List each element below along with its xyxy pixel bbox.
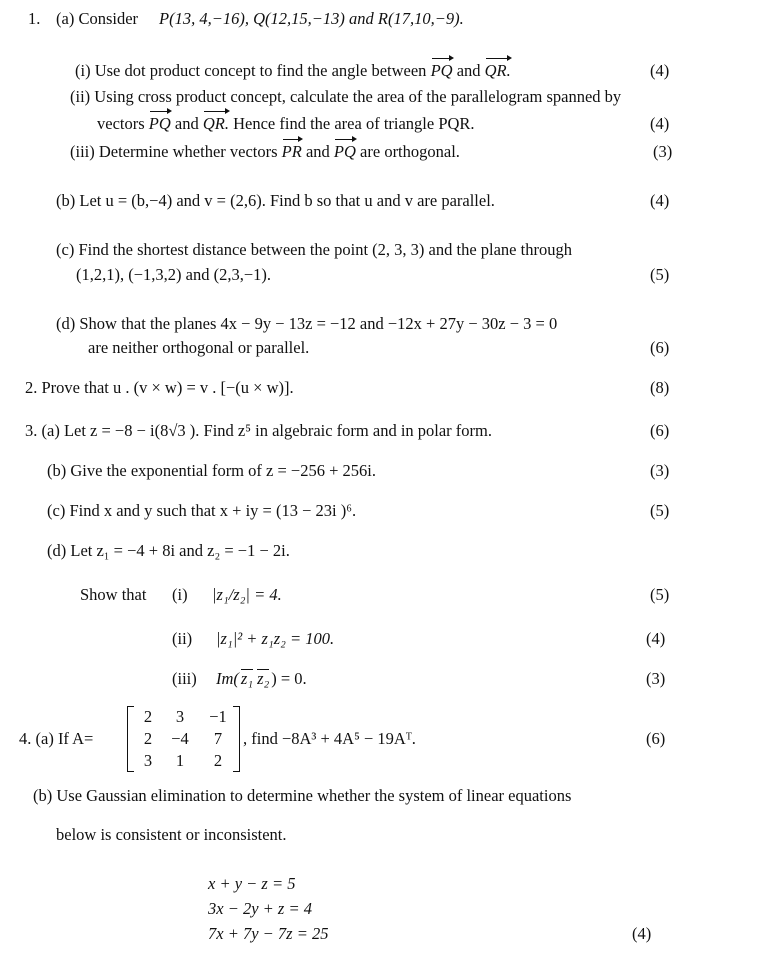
q3d-text: (d) Let z₁ = −4 + 8i and z₂ = −1 − 2i.: [47, 541, 290, 560]
matrix-cell: 2: [213, 751, 223, 770]
q1a-iii-marks: (3): [653, 142, 673, 161]
matrix-a: [127, 706, 240, 772]
q3d-iii-label: (iii): [172, 669, 197, 688]
z1-conjugate: z₁: [240, 669, 254, 688]
q1a-points: P(13, 4,−16), Q(12,15,−13) and R(17,10,−9).: [159, 9, 464, 28]
q4a-label: 4. (a) If A=: [19, 729, 94, 748]
q4b-marks: (4): [632, 924, 652, 943]
q1b-marks: (4): [650, 191, 670, 210]
q3d-i-expr: |z₁/z₂| = 4.: [212, 585, 282, 604]
q1b-text: (b) Let u = (b,−4) and v = (2,6). Find b so that u and v are parallel.: [56, 191, 495, 210]
matrix-cell: 1: [175, 751, 185, 770]
q1a-ii-post: Hence find the area of triangle PQR.: [233, 114, 475, 133]
q4a-marks: (6): [646, 729, 666, 748]
q3d-ii-expr: |z₁|² + z₁z₂ = 100.: [216, 629, 335, 648]
q1a-iii-post: are orthogonal.: [360, 142, 460, 161]
q1-number: 1.: [28, 9, 41, 28]
q3d-show-that: Show that: [80, 585, 147, 604]
q1a-i-text: (i) Use dot product concept to find the angle between: [75, 61, 427, 80]
equation-2: 3x − 2y + z = 4: [208, 899, 312, 918]
vector-pq: PQ: [333, 142, 356, 161]
equation-3: 7x + 7y − 7z = 25: [208, 924, 329, 943]
q1d-line1: (d) Show that the planes 4x − 9y − 13z = −12 and −12x + 27y − 30z − 3 = 0: [56, 314, 558, 333]
q1a-ii-pre: vectors: [97, 114, 145, 133]
q1a-ii-line1: (ii) Using cross product concept, calculate the area of the parallelogram spanned by: [70, 87, 622, 106]
q3b-text: (b) Give the exponential form of z = −256 + 256i.: [47, 461, 376, 480]
q1c-line2: (1,2,1), (−1,3,2) and (2,3,−1).: [76, 265, 272, 284]
q1a-iii-and: and: [305, 142, 330, 161]
q3d-ii-marks: (4): [646, 629, 666, 648]
matrix-cell: 3: [143, 751, 153, 770]
vector-pq: PQ: [148, 114, 171, 133]
q1c-line1: (c) Find the shortest distance between the point (2, 3, 3) and the plane through: [56, 240, 572, 259]
q3d-iii-expr: [216, 669, 307, 689]
equation-1: x + y − z = 5: [208, 874, 296, 893]
vector-pr: PR: [281, 142, 302, 161]
vector-qr: QR.: [484, 61, 511, 80]
q1d-marks: (6): [650, 338, 670, 357]
q1a-iii-line: [70, 142, 460, 162]
q1a-i-and: and: [456, 61, 481, 80]
q3c-text: (c) Find x and y such that x + iy = (13 − 23i )⁶.: [47, 501, 357, 520]
q3d-iii-marks: (3): [646, 669, 666, 688]
q1a-ii-marks: (4): [650, 114, 670, 133]
q3d-i-label: (i): [172, 585, 188, 604]
q1a-ii-line2: [97, 114, 475, 134]
vector-pq: PQ: [430, 61, 453, 80]
q3b-marks: (3): [650, 461, 670, 480]
q3a-text: 3. (a) Let z = −8 − i(8√3 ). Find z⁵ in algebraic form and in polar form.: [25, 421, 493, 440]
q3d-i-marks: (5): [650, 585, 670, 604]
q4b-line2: below is consistent or inconsistent.: [56, 825, 287, 844]
matrix-cell: −4: [171, 729, 189, 748]
matrix-cell: 3: [175, 707, 185, 726]
q1c-marks: (5): [650, 265, 670, 284]
matrix-right-bracket: [233, 706, 240, 772]
q3a-marks: (6): [650, 421, 670, 440]
q1a-i-marks: (4): [650, 61, 670, 80]
z2-conjugate: z₂: [257, 669, 270, 688]
q4a-find: , find −8A³ + 4A⁵ − 19Aᵀ.: [243, 729, 416, 748]
q1d-line2: are neither orthogonal or parallel.: [88, 338, 310, 357]
vector-qr: QR.: [202, 114, 229, 133]
q4b-line1: (b) Use Gaussian elimination to determine whether the system of linear equations: [33, 786, 572, 805]
q1a-intro: (a) Consider: [56, 9, 139, 28]
q2-marks: (8): [650, 378, 670, 397]
q1a-iii-pre: (iii) Determine whether vectors: [70, 142, 278, 161]
matrix-cell: −1: [209, 707, 227, 726]
imag-part-label: Im(: [216, 669, 239, 688]
q2-text: 2. Prove that u . (v × w) = v . [−(u × w)].: [25, 378, 294, 397]
q3d-ii-label: (ii): [172, 629, 193, 648]
q1a-ii-and: and: [174, 114, 199, 133]
matrix-cell: 7: [213, 729, 223, 748]
q1a-i-line: [75, 61, 511, 81]
matrix-cell: 2: [143, 707, 153, 726]
imag-part-end: ) = 0.: [271, 669, 307, 688]
matrix-cell: 2: [143, 729, 153, 748]
q3c-marks: (5): [650, 501, 670, 520]
